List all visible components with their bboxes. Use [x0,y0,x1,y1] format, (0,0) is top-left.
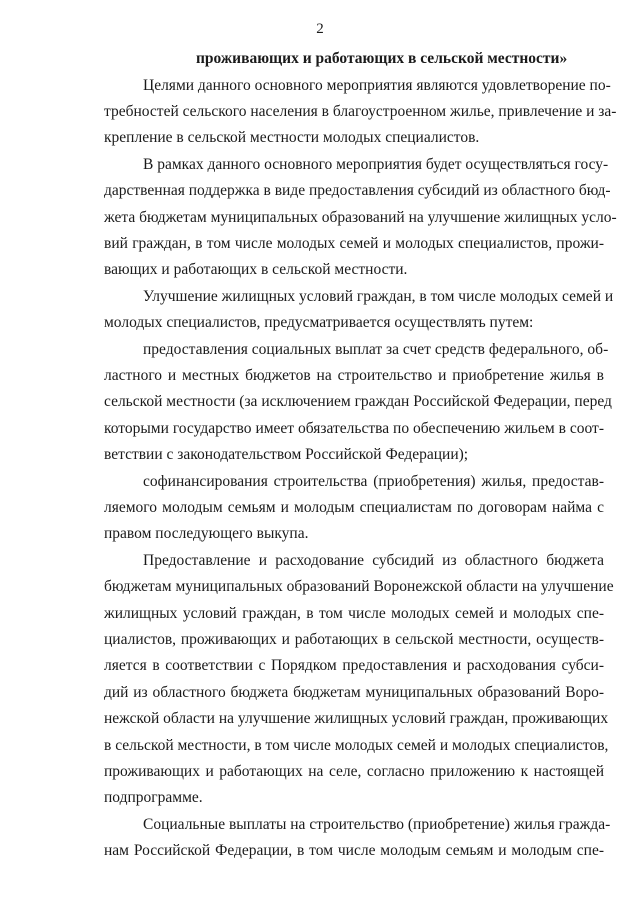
text-line: предоставления социальных выплат за счет средств федерального, об- [143,341,609,358]
text-line: требностей сельского населения в благоустроенном жилье, привлечение и за- [104,103,617,120]
text-line: нежской области на улучшение жилищных условий граждан, проживающих [104,710,609,727]
text-line: вающих и работающих в сельской местности. [104,261,408,278]
text-line: молодых специалистов, предусматривается осуществлять путем: [104,314,534,331]
text-line: Социальные выплаты на строительство (приобретение) жилья гражда- [143,816,611,833]
text-line: софинансирования строительства (приобретения) жилья, предостав- [143,473,604,490]
text-line: Улучшение жилищных условий граждан, в том числе молодых семей и [143,288,614,305]
text-line: жилищных условий граждан, в том числе молодых семей и молодых спе- [104,605,604,622]
section-heading: проживающих и работающих в сельской местности» [196,50,568,67]
text-line: дий из областного бюджета бюджетам муниципальных образований Воро- [104,684,604,701]
text-line: крепление в сельской местности молодых специалистов. [104,129,480,146]
text-line: ляется в соответствии с Порядком предоставления и расходования субси- [104,657,604,674]
text-line: В рамках данного основного мероприятия будет осуществляться госу- [143,156,609,173]
text-line: ластного и местных бюджетов на строительство и приобретение жилья в [104,367,604,384]
text-line: Предоставление и расходование субсидий из областного бюджета [143,552,604,569]
text-line: бюджетам муниципальных образований Воронежской области на улучшение [104,578,614,595]
text-line: в сельской местности, в том числе молодых семей и молодых специалистов, [104,737,609,754]
text-line: дарственная поддержка в виде предоставления субсидий из областного бюд- [104,182,611,199]
text-line: вий граждан, в том числе молодых семей и молодых специалистов, прожи- [104,235,604,252]
text-line: Целями данного основного мероприятия являются удовлетворение по- [143,77,611,94]
text-line: нам Российской Федерации, в том числе молодым семьям и молодым спе- [104,842,604,859]
text-line: сельской местности (за исключением граждан Российской Федерации, перед [104,393,612,410]
text-line: проживающих и работающих на селе, согласно приложению к настоящей [104,763,604,780]
page-number: 2 [316,21,324,37]
text-line: циалистов, проживающих и работающих в сельской местности, осуществ- [104,631,604,648]
text-line: ляемого молодым семьям и молодым специалистам по договорам найма с [104,499,604,516]
text-line: которыми государство имеет обязательства по обеспечению жильем в соот- [104,420,604,437]
text-line: правом последующего выкупа. [104,525,309,542]
text-line: жета бюджетам муниципальных образований на улучшение жилищных усло- [104,209,617,226]
text-line: ветствии с законодательством Российской Федерации); [104,446,469,463]
text-line: подпрограмме. [104,789,203,806]
